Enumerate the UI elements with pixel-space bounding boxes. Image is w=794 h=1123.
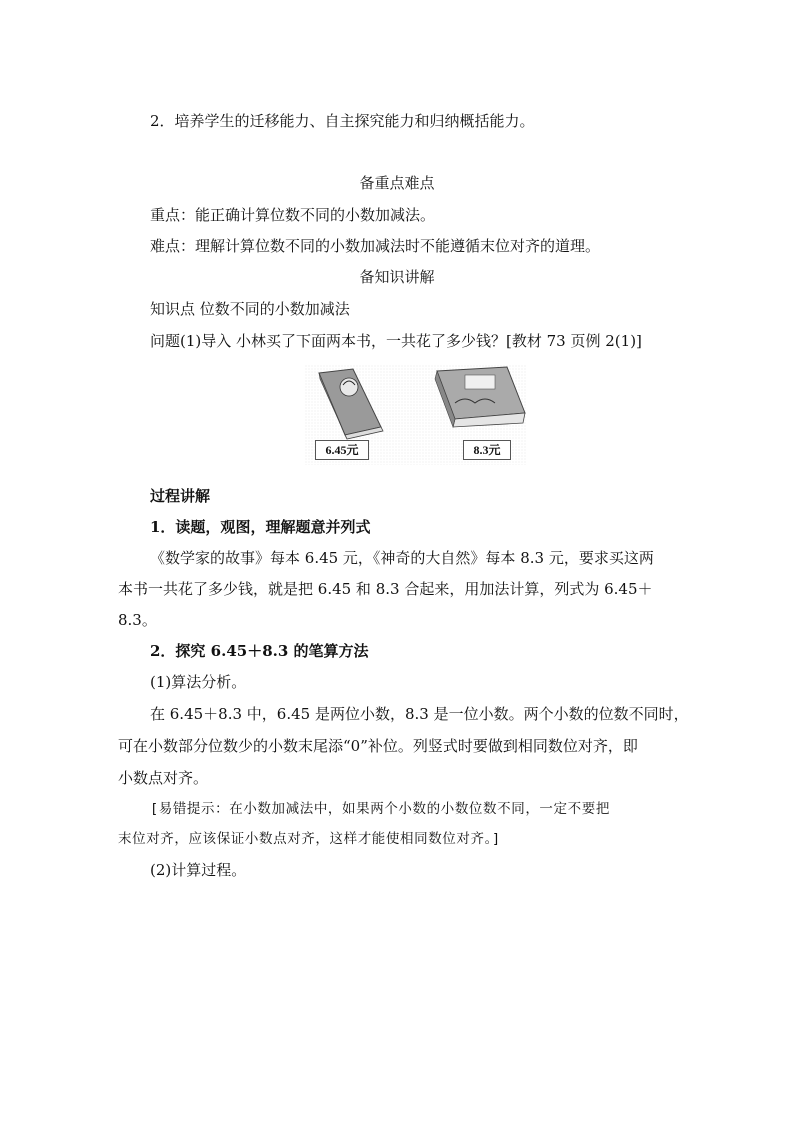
question-intro: 问题(1)导入 小林买了下面两本书，一共花了多少钱？[教材 73 页例 2(1)] (150, 332, 642, 350)
key-point-text: 重点：能正确计算位数不同的小数加减法。 (150, 206, 436, 224)
step-1-title: 1．读题，观图，理解题意并列式 (150, 518, 371, 536)
books-illustration (305, 365, 527, 465)
section-heading-key-points: 备重点难点 (359, 174, 435, 192)
section-heading-knowledge: 备知识讲解 (359, 268, 435, 286)
knowledge-point-title: 知识点 位数不同的小数加减法 (150, 300, 350, 318)
step-1-text-line-1: 《数学家的故事》每本 6.45 元，《神奇的大自然》每本 8.3 元，要求买这两 (150, 549, 654, 567)
process-heading: 过程讲解 (150, 487, 211, 505)
step-1-text-line-3: 8.3。 (118, 611, 157, 629)
analysis-label: (1)算法分析。 (150, 673, 247, 691)
difficulty-text: 难点：理解计算位数不同的小数加减法时不能遵循末位对齐的道理。 (150, 237, 601, 255)
step-2-title: 2．探究 6.45＋8.3 的笔算方法 (150, 642, 369, 660)
calculation-label: (2)计算过程。 (150, 861, 247, 879)
analysis-line-1: 在 6.45＋8.3 中，6.45 是两位小数，8.3 是一位小数。两个小数的位数不同时， (150, 705, 689, 723)
price-tag-book-2: 8.3元 (463, 440, 511, 460)
mistake-tip-line-1: [易错提示：在小数加减法中，如果两个小数的小数位数不同，一定不要把 (150, 801, 610, 817)
analysis-line-2: 可在小数部分位数少的小数末尾添“0”补位。列竖式时要做到相同数位对齐，即 (118, 737, 638, 755)
mistake-tip-line-2: 末位对齐，应该保证小数点对齐，这样才能使相同数位对齐。] (118, 831, 501, 847)
analysis-line-3: 小数点对齐。 (118, 769, 209, 787)
step-1-text-line-2: 本书一共花了多少钱，就是把 6.45 和 8.3 合起来，用加法计算，列式为 6.45＋ (118, 580, 653, 598)
goal-item-2: 2．培养学生的迁移能力、自主探究能力和归纳概括能力。 (150, 112, 535, 130)
price-tag-book-1: 6.45元 (315, 440, 369, 460)
